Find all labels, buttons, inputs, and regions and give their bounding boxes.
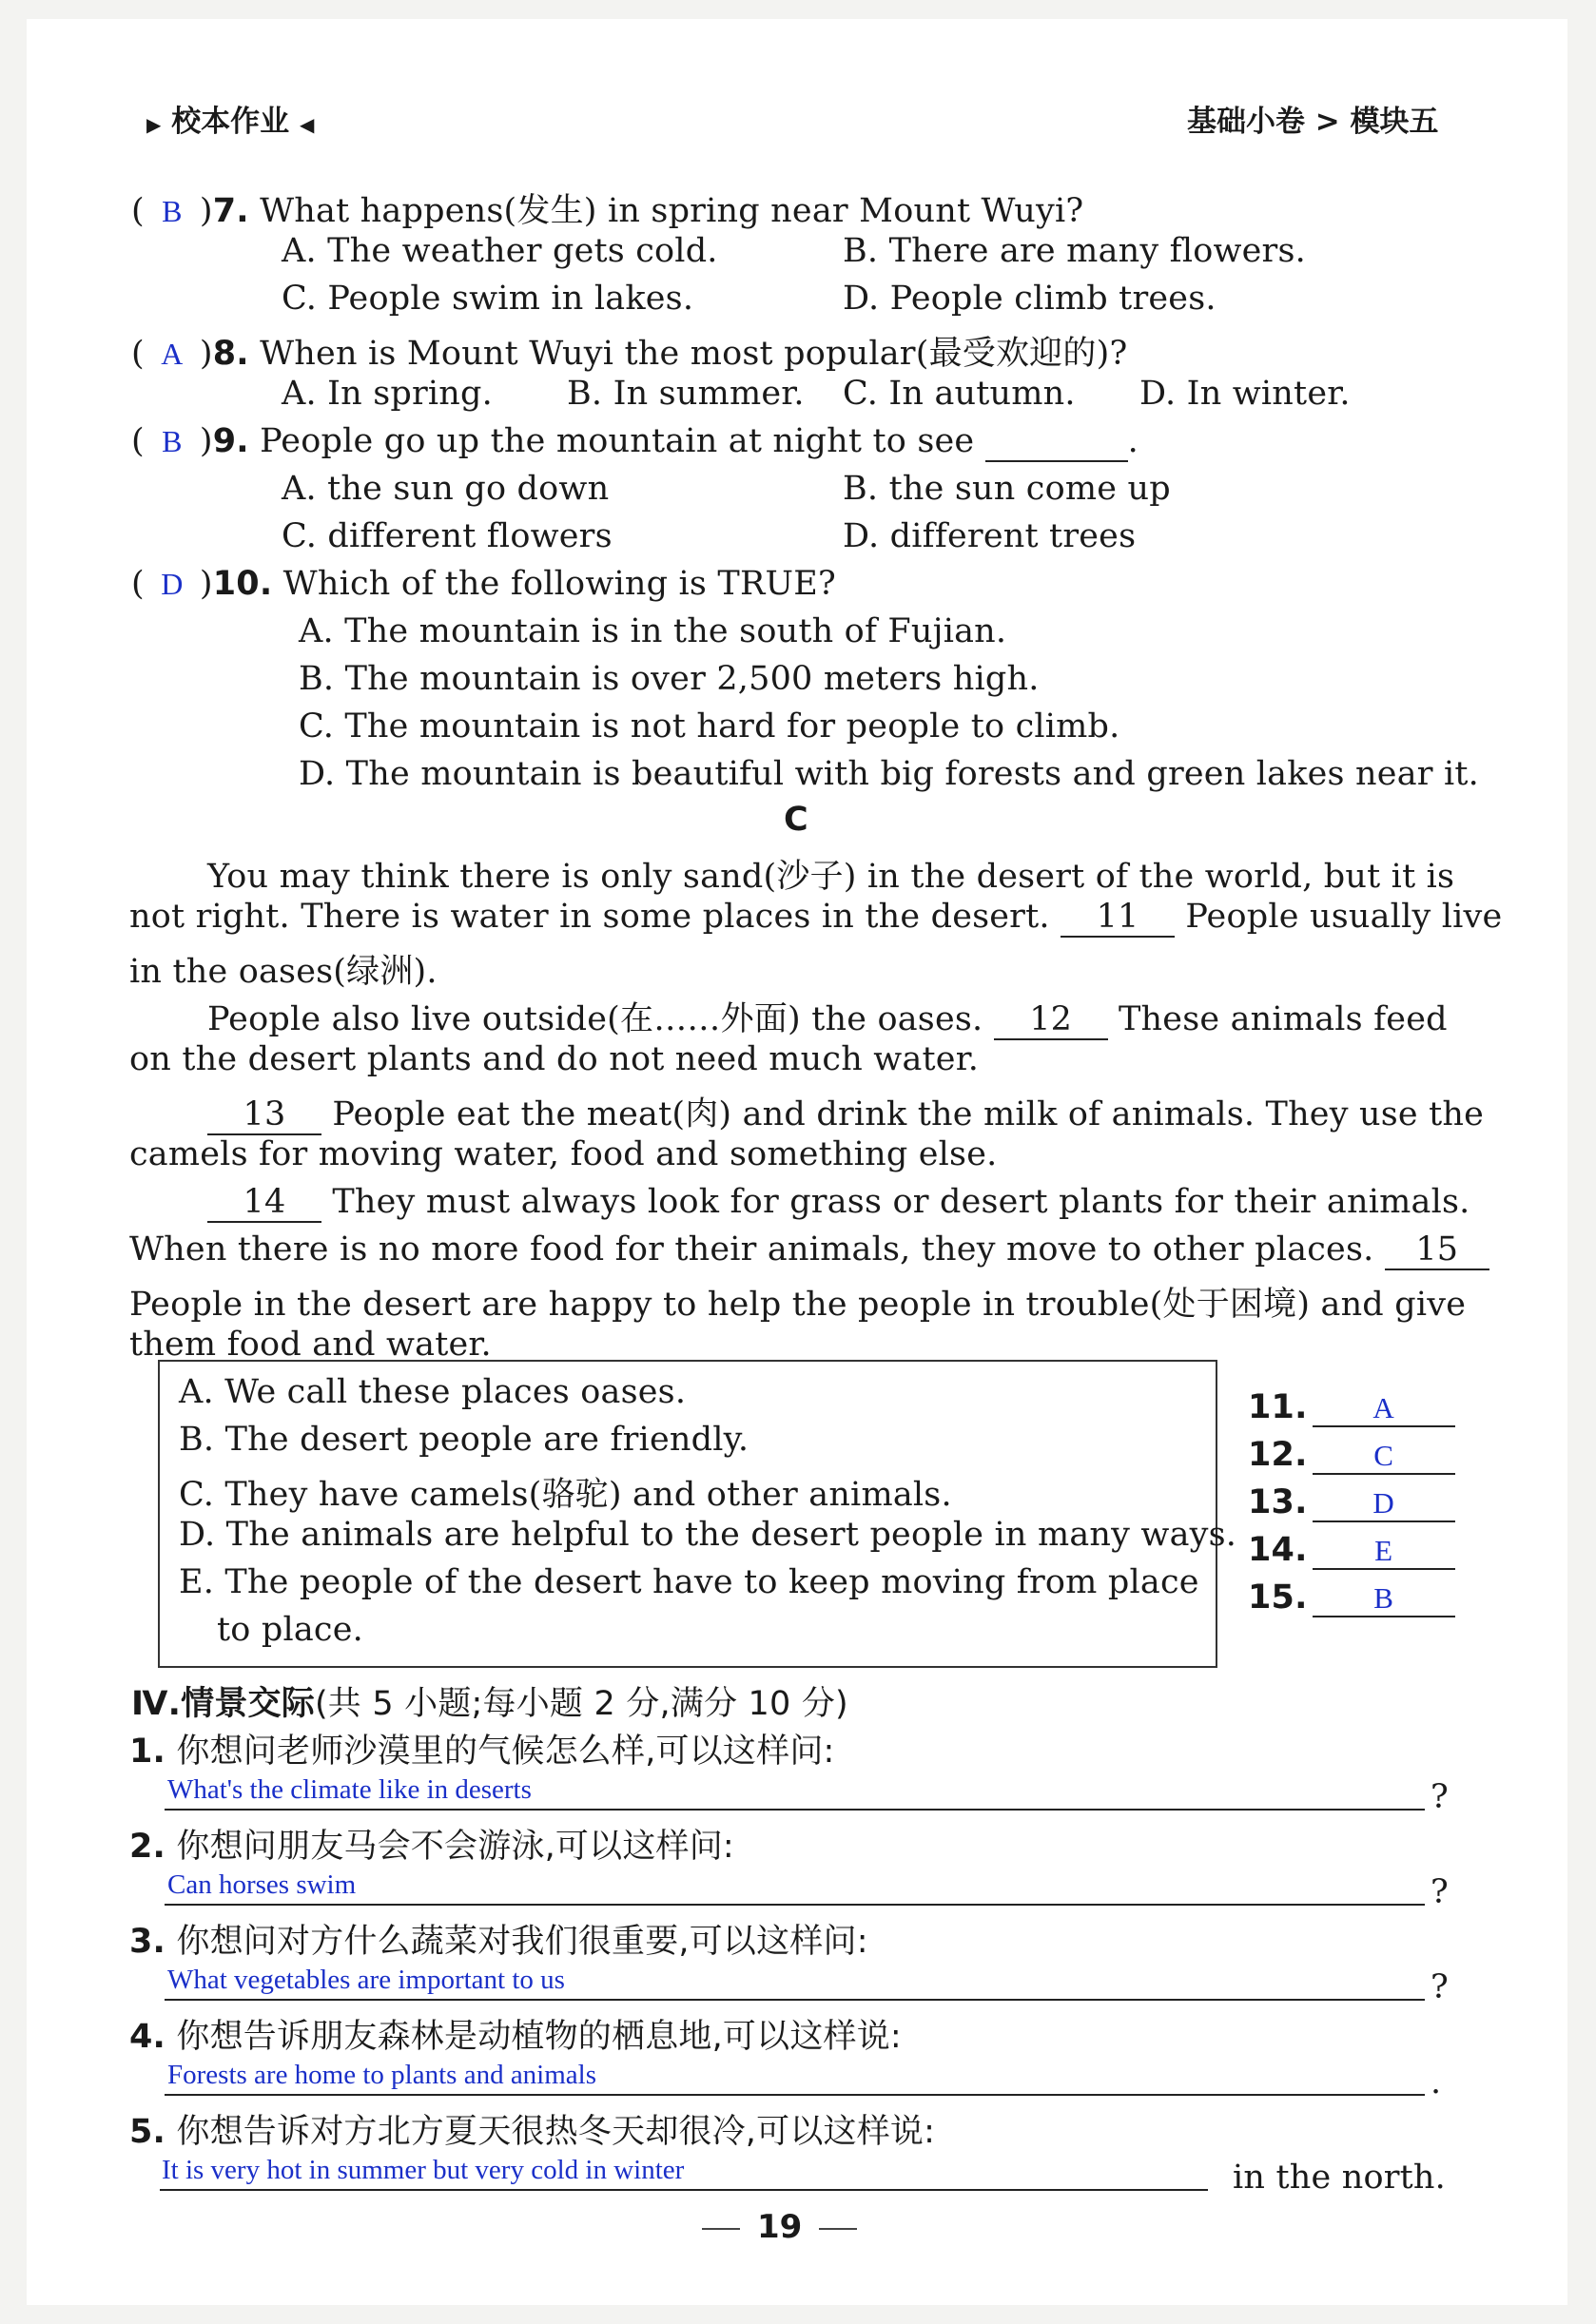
box-option-e-cont: to place. — [217, 1611, 363, 1649]
passage-line-8: 14 They must always look for grass or desert plants for their animals. — [207, 1183, 1469, 1223]
dialog-line-1 — [165, 1809, 1425, 1811]
section4-subtitle: (共 5 小题;每小题 2 分,满分 10 分) — [314, 1685, 848, 1723]
dialog-line-4 — [165, 2094, 1425, 2096]
dialog-end-4: . — [1431, 2063, 1442, 2101]
q10-option-d: D. The mountain is beautiful with big forests and green lakes near it. — [299, 755, 1479, 793]
dialog-line-5 — [160, 2189, 1208, 2191]
dialog-end-3: ? — [1431, 1968, 1449, 2006]
q9-option-a: A. the sun go down — [282, 470, 610, 508]
dialog-item-1: 1. 你想问老师沙漠里的气候怎么样,可以这样问: — [129, 1733, 835, 1771]
question-7: ( B )7. What happens(发生) in spring near Mount Wuyi? — [131, 192, 1084, 230]
header-left-title: 校本作业 — [171, 105, 290, 139]
q9-option-d: D. different trees — [843, 517, 1137, 555]
dialog-end-2: ? — [1431, 1873, 1449, 1911]
dialog-answer-2: Can horses swim — [167, 1869, 357, 1900]
blank-11: 11 — [1061, 898, 1175, 938]
question-8: ( A )8. When is Mount Wuyi the most popular(最受欢迎的)? — [131, 335, 1128, 373]
dialog-answer-4: Forests are home to plants and animals — [167, 2060, 597, 2090]
box-answer-13: 13. D — [1248, 1483, 1455, 1522]
section4-heading — [131, 1677, 848, 1725]
blank-12: 12 — [994, 1000, 1108, 1040]
answer-10: D — [161, 567, 184, 601]
page — [27, 19, 1567, 2305]
q8-option-d: D. In winter. — [1139, 375, 1351, 413]
passage-line-4: People also live outside(在……外面) the oases. 12 These animals feed — [207, 1000, 1448, 1038]
passage-line-10: People in the desert are happy to help the people in trouble(处于困境) and give — [129, 1286, 1467, 1324]
header-left: ▶ 校本作业 ◀ — [146, 105, 315, 139]
dialog-item-4: 4. 你想告诉朋友森林是动植物的栖息地,可以这样说: — [129, 2018, 902, 2056]
dialog-answer-3: What vegetables are important to us — [167, 1965, 565, 1995]
question-9-stem: People go up the mountain at night to see — [260, 422, 975, 460]
box-answer-14: 14. E — [1248, 1531, 1455, 1570]
box-option-c: C. They have camels(骆驼) and other animals. — [179, 1476, 952, 1514]
q9-option-b: B. the sun come up — [843, 470, 1171, 508]
q10-option-c: C. The mountain is not hard for people to climb. — [299, 707, 1120, 746]
passage-line-11: them food and water. — [129, 1326, 492, 1364]
answer-8: A — [161, 337, 184, 371]
options-box — [158, 1360, 1237, 1668]
box-option-b: B. The desert people are friendly. — [179, 1421, 749, 1459]
blank-13: 13 — [207, 1095, 321, 1135]
box-option-a: A. We call these places oases. — [179, 1373, 687, 1411]
passage-line-9: When there is no more food for their animals, they move to other places. 15 — [129, 1230, 1489, 1270]
dialog-end-1: ? — [1431, 1778, 1449, 1816]
q9-option-c: C. different flowers — [282, 517, 613, 555]
q10-option-b: B. The mountain is over 2,500 meters high. — [299, 660, 1040, 698]
dialog-item-5: 5. 你想告诉对方北方夏天很热冬天却很冷,可以这样说: — [129, 2113, 936, 2151]
question-7-stem: What happens(发生) in spring near Mount Wuyi? — [260, 192, 1084, 230]
dialog-answer-1: What's the climate like in deserts — [167, 1774, 532, 1805]
box-answer-12: 12. C — [1248, 1436, 1455, 1475]
box-answer-11: 11. A — [1248, 1388, 1455, 1427]
box-answer-15: 15. B — [1248, 1578, 1455, 1617]
dialog-line-3 — [165, 1999, 1425, 2001]
box-option-e: E. The people of the desert have to keep moving from place — [179, 1563, 1199, 1601]
passage-line-3: in the oases(绿洲). — [129, 953, 438, 991]
box-option-d: D. The animals are helpful to the desert people in many ways. — [179, 1516, 1237, 1554]
answer-9: B — [162, 424, 183, 458]
blank-15: 15 — [1385, 1230, 1489, 1270]
answer-7: B — [162, 194, 183, 228]
q7-option-b: B. There are many flowers. — [843, 232, 1306, 270]
dialog-item-2: 2. 你想问朋友马会不会游泳,可以这样问: — [129, 1828, 734, 1866]
section4-title: Ⅳ.情景交际 — [131, 1685, 315, 1723]
q7-option-d: D. People climb trees. — [843, 280, 1216, 318]
question-9: ( B )9. People go up the mountain at night to see . — [131, 422, 1139, 460]
q8-option-a: A. In spring. — [282, 375, 493, 413]
dialog-answer-5: It is very hot in summer but very cold in winter — [162, 2155, 685, 2185]
dialog-line-2 — [165, 1904, 1425, 1906]
q10-option-a: A. The mountain is in the south of Fujian. — [299, 612, 1007, 650]
question-10-stem: Which of the following is TRUE? — [282, 565, 836, 603]
header-right: 基础小卷 > 模块五 — [1187, 105, 1439, 139]
q8-option-c: C. In autumn. — [843, 375, 1076, 413]
q9-blank — [985, 422, 1128, 462]
section-c-title: C — [784, 801, 808, 839]
dialog-item-3: 3. 你想问对方什么蔬菜对我们很重要,可以这样问: — [129, 1923, 868, 1961]
q7-option-c: C. People swim in lakes. — [282, 280, 694, 318]
passage-line-2: not right. There is water in some places in the desert. 11 People usually live — [129, 898, 1503, 936]
page-number: 19 — [702, 2208, 857, 2246]
q8-option-b: B. In summer. — [567, 375, 805, 413]
passage-line-6: 13 People eat the meat(肉) and drink the milk of animals. They use the — [207, 1088, 1484, 1135]
question-10: ( D )10. Which of the following is TRUE? — [131, 565, 836, 603]
passage-line-7: camels for moving water, food and something else. — [129, 1135, 998, 1173]
q7-option-a: A. The weather gets cold. — [282, 232, 718, 270]
dialog-end-5: in the north. — [1233, 2159, 1446, 2197]
passage-line-1: You may think there is only sand(沙子) in the desert of the world, but it is — [207, 858, 1455, 896]
question-8-stem: When is Mount Wuyi the most popular(最受欢迎的)? — [260, 335, 1128, 373]
passage-line-5: on the desert plants and do not need much water. — [129, 1040, 980, 1078]
blank-14: 14 — [207, 1183, 321, 1223]
